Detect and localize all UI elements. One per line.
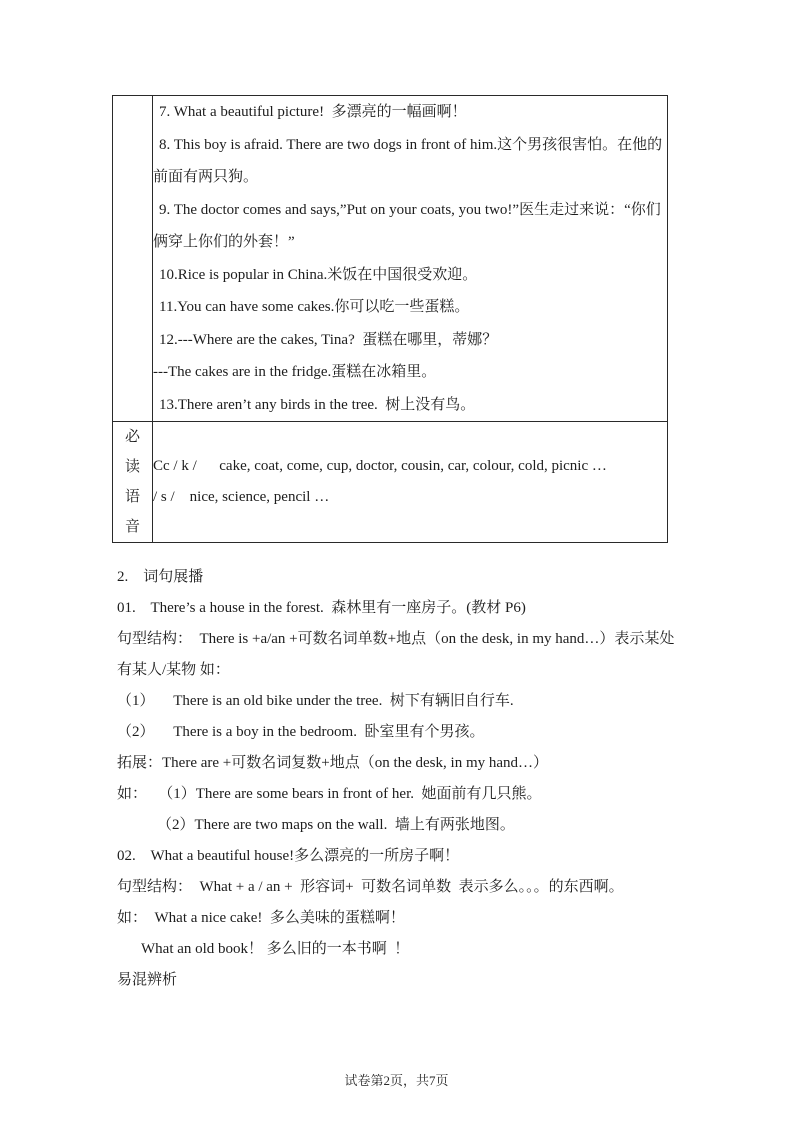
sentence-7: 7. What a beautiful picture! 多漂亮的一幅画啊！ bbox=[159, 104, 467, 120]
sentence-8: 8. This boy is afraid. There are two dogs in front of him.这个男孩很害怕。在他的前面有两只狗。 bbox=[153, 136, 663, 185]
item-01-ext-example-2: （2）There are two maps on the wall. 墙上有两张地图。 bbox=[157, 817, 515, 833]
table-label-cell-empty bbox=[113, 96, 153, 422]
item-01-sentence: 01. There’s a house in the forest. 森林里有一座房子。(教材 P6) bbox=[117, 600, 526, 616]
label-char-yin: 音 bbox=[124, 519, 140, 535]
item-01-extension: 拓展：There are +可数名词复数+地点（on the desk, in my hand…） bbox=[117, 755, 549, 771]
item-01-ext-example-1: 如： （1）There are some bears in front of her. 她面前有几只熊。 bbox=[117, 786, 542, 802]
phonics-summary-table bbox=[112, 95, 668, 543]
item-01-pattern: 句型结构： There is +a/an +可数名词单数+地点（on the desk, in my hand…）表示某处有某人/某物 如： bbox=[117, 631, 675, 678]
phrases-section bbox=[117, 562, 677, 996]
table-phonics-cell bbox=[153, 422, 668, 543]
section-heading: 2. 词句展播 bbox=[117, 569, 204, 585]
page-number-footer: 试卷第2页，共7页 bbox=[344, 1073, 449, 1088]
item-01-example-1: （1） There is an old bike under the tree. 树下有辆旧自行车. bbox=[117, 693, 514, 709]
label-char-yu: 语 bbox=[124, 489, 140, 505]
item-02-example-1: 如： What a nice cake! 多么美味的蛋糕啊！ bbox=[117, 910, 405, 926]
table-row-phonics bbox=[113, 422, 668, 543]
item-02-pattern: 句型结构： What + a / an + 形容词+ 可数名词单数 表示多么。。。的东西啊。 bbox=[117, 879, 624, 895]
sentence-12-answer: ---The cakes are in the fridge.蛋糕在冰箱里。 bbox=[153, 364, 437, 380]
sentence-10: 10.Rice is popular in China.米饭在中国很受欢迎。 bbox=[159, 266, 478, 283]
item-02-example-2: What an old book！ 多么旧的一本书啊 ！ bbox=[141, 941, 410, 957]
sentence-12-question: 12.---Where are the cakes, Tina? 蛋糕在哪里，蒂娜？ bbox=[159, 331, 498, 348]
table-label-cell-phonics bbox=[113, 422, 153, 543]
sentence-11: 11.You can have some cakes.你可以吃一些蛋糕。 bbox=[159, 299, 470, 315]
confusion-heading: 易混辨析 bbox=[117, 972, 178, 988]
item-01-example-2: （2） There is a boy in the bedroom. 卧室里有个男孩。 bbox=[117, 724, 485, 740]
label-char-du: 读 bbox=[124, 459, 140, 475]
item-02-sentence: 02. What a beautiful house!多么漂亮的一所房子啊！ bbox=[117, 848, 460, 864]
table-row-sentences bbox=[113, 96, 668, 422]
table-sentences-cell bbox=[153, 96, 668, 422]
sentence-9: 9. The doctor comes and says,”Put on your coats, you two!”医生走过来说：“你们俩穿上你们的外套！” bbox=[153, 201, 661, 250]
sentence-13: 13.There aren’t any birds in the tree. 树上没有鸟。 bbox=[159, 396, 476, 413]
phonics-line-s: / s / nice, science, pencil … bbox=[153, 489, 330, 505]
label-char-bi: 必 bbox=[124, 429, 140, 445]
phonics-line-k: Cc / k / cake, coat, come, cup, doctor, cousin, car, colour, cold, picnic … bbox=[153, 458, 607, 474]
